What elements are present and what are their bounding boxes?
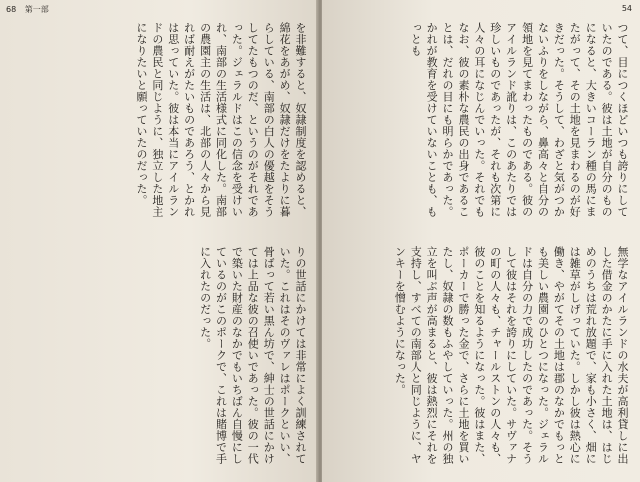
left-lower-paragraph: りの世話にかけては非常によく訓練されていた。これはそのヴァレはポークといい、骨ばって若い黒ん坊で、紳士の世話にかけては上品な彼の召使いであった。彼の一代で築いた財産のなかでもいちばん自慢にしているのがこのポークで、これは賭博で手に入れたのだった。 (198, 246, 307, 465)
right-running-head (622, 4, 632, 13)
right-page (322, 0, 640, 482)
right-lower-paragraph: 無学なアイルランドの水夫が高利貸しに出した借金のかたに手に入れた土地は、はじめのうちは荒れ放題で、家も小さく、畑には雑草がしげっていた。しかし彼は熱心に働き、やがてその土地は郡のなかでもっとも美しい農園のひとつになった。ジェラルドは自分の力で成功したのであった。そうして彼はそれを誇りにしていた。サヴァナの町の人々も、チャールストンの人々も、彼のことを知るようになった。彼はまた、ポーカーで勝った金で、さらに土地を買いたし、奴隷の数もふやしていった。州の独立を叫ぶ声が高まると、彼は熱烈にそれを支持し、すべての南部人と同じように、ヤンキーを憎むようになった。 (393, 246, 629, 465)
left-page (0, 0, 318, 482)
right-upper-text-block (332, 22, 630, 226)
left-page-number: 68 (6, 5, 17, 14)
left-upper-paragraph: を非難すると、奴隷制度を認めると、綿花をあがめ、奴隷だけをたよりに暮らしている、南部の白人の優越をそうしてたもつのだ、というのがそれであった。ジェラルドはこの信念を受けいれ、南部の生活様式に同化した。南部の農園主の生活は、北部の人々から見れば耐えがたいものであろう、とかれは思っていた。彼は本当にアイルランドの農民と同じように、独立した地主になりたいと願っていたのだった。 (134, 22, 307, 218)
left-running-head (6, 4, 49, 15)
left-lower-text-block (8, 246, 308, 474)
left-chapter-title: 第一部 (24, 5, 49, 14)
left-upper-text-block (8, 22, 308, 226)
right-lower-text-block (332, 246, 630, 474)
right-upper-paragraph: つて、目につくほどいつも誇りにしていたのである。彼は土地が自分のものになると、大きいコーラン種の馬にまたがって、その土地を見まわるのが好きだった。そうして、わざと気がつかないふりをしながら、鼻高々と自分の領地を見てまわったものである。彼のアイルランド訛りは、このあたりでは珍しいものであったが、それも次第に人々の耳になじんでいった。それでもなお、彼の素朴な農民の出身であることは、だれの目にも明らかであった。かれが教育を受けていないことも、もっとも (409, 22, 629, 218)
right-page-number: 54 (621, 4, 632, 13)
